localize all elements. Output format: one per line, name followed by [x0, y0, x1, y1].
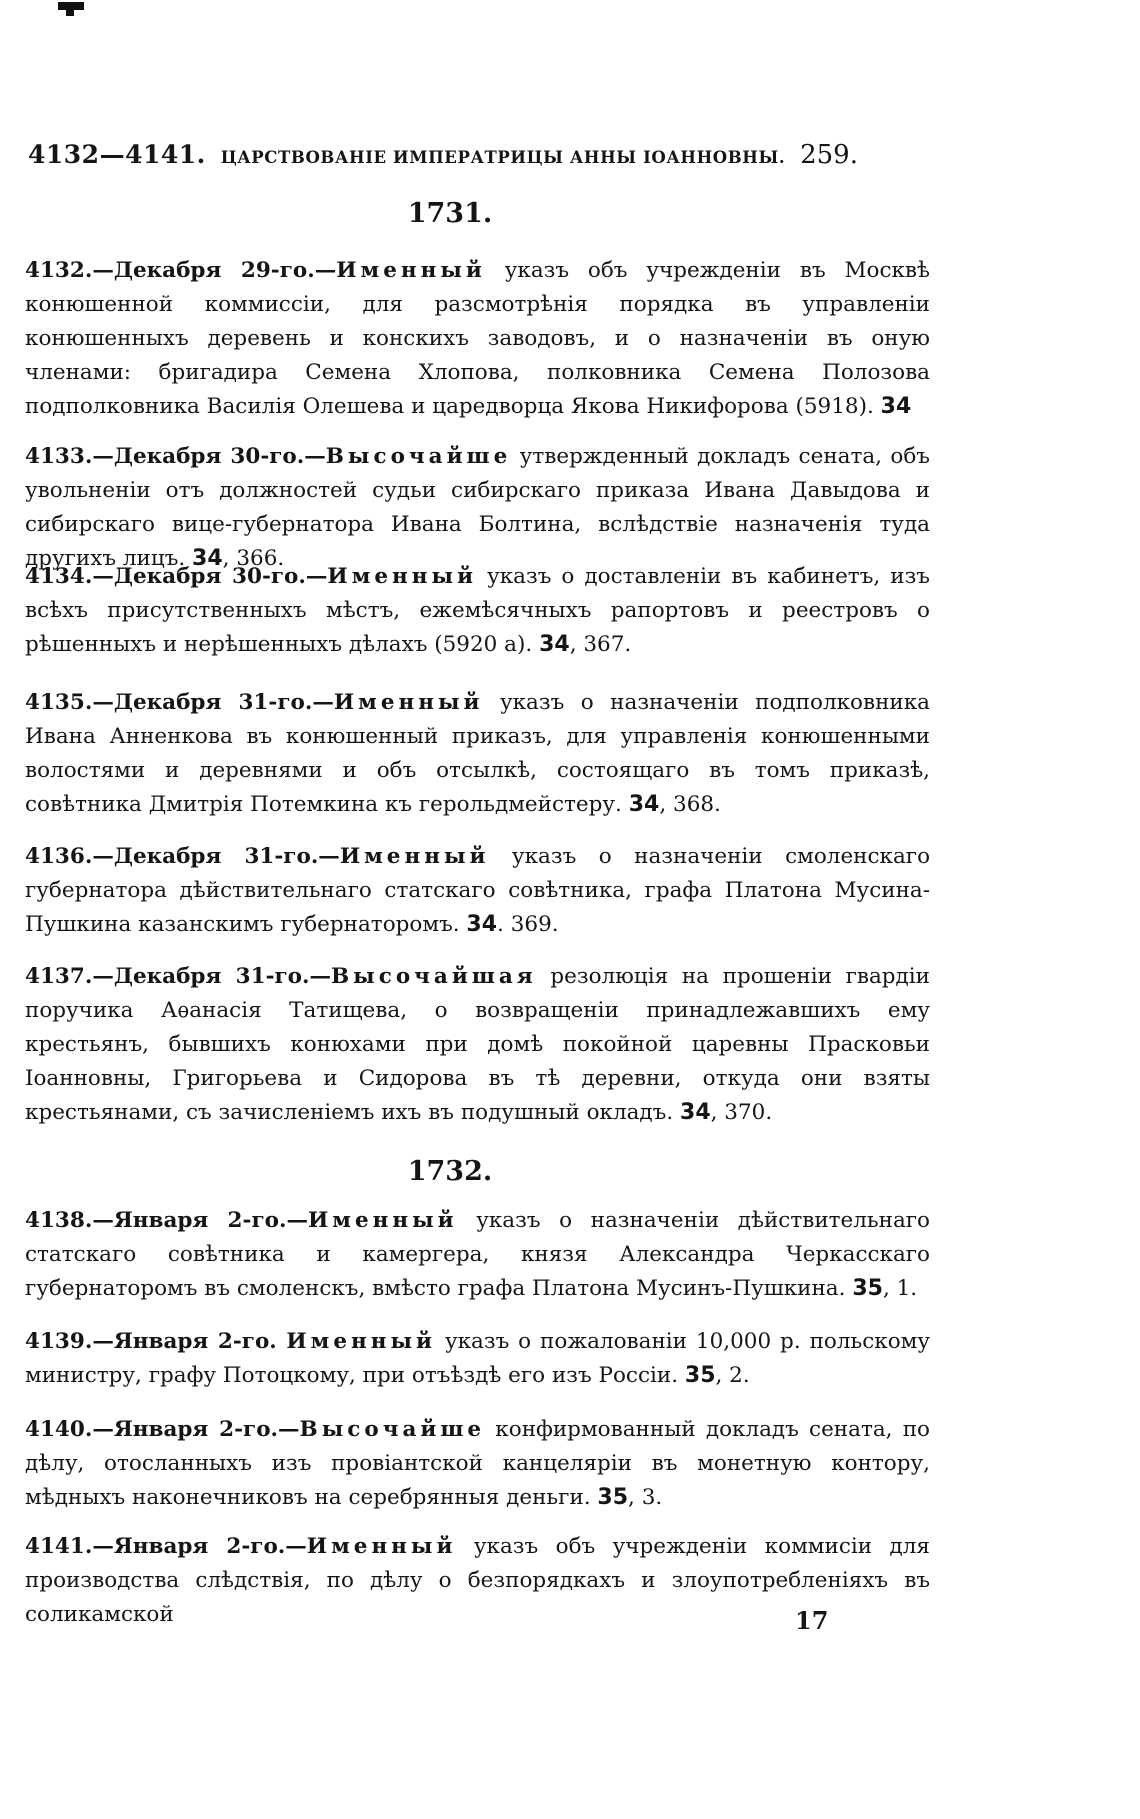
entry-4134: [25, 560, 930, 662]
entry-type: Высочайшая: [331, 964, 537, 989]
entry-4133: [25, 440, 930, 576]
entry-number: 4139.: [25, 1329, 93, 1354]
entry-number: 4134.: [25, 564, 93, 589]
entry-date: —Января 2-го.—: [92, 1208, 308, 1233]
entry-4140: [25, 1413, 930, 1515]
entry-page-ref: , 3.: [628, 1485, 663, 1510]
entry-text: резолюція на прошеніи гвардіи поручика Аѳанасія Татищева, о возвращеніи принадлежавшихъ ему крестьянъ, бывшихъ конюхами при домѣ покойной царевны Прасковьи Іоанновны, Григорьева и Сидорова въ тѣ деревни, откуда они взяты крестьянами, съ зачисленіемъ ихъ въ подушный окладъ.: [25, 964, 930, 1125]
entry-4139: [25, 1325, 930, 1393]
entry-date: —Декабря 31-го.—: [92, 964, 331, 989]
entry-volume: 34: [539, 632, 570, 657]
entry-4136: [25, 840, 930, 942]
entry-text: указъ о назначеніи смоленскаго губернатора дѣйствительнаго статскаго совѣтника, графа Платона Мусина-Пушкина казанскимъ губернаторомъ.: [25, 844, 931, 937]
entry-text: указъ о доставленіи въ кабинетъ, изъ всѣхъ присутственныхъ мѣстъ, ежемѣсячныхъ рапортовъ и реестровъ о рѣшенныхъ и нерѣшенныхъ дѣлахъ (5920 а).: [25, 564, 930, 657]
entry-volume: 34: [192, 546, 223, 571]
entry-volume: 35: [852, 1276, 883, 1301]
entry-page-ref: , 368.: [659, 792, 721, 817]
entry-date: —Декабря 30-го.—: [92, 564, 328, 589]
entry-number: 4140.: [25, 1417, 93, 1442]
entry-date: —Декабря 31-го.—: [92, 844, 340, 869]
entry-range: 4132—4141.: [28, 140, 206, 169]
entry-date: —Января 2-го.: [92, 1329, 287, 1354]
entry-number: 4136.: [25, 844, 93, 869]
entry-date: —Декабря 29-го.—: [92, 258, 337, 283]
year-heading-1732: 1732.: [407, 1156, 493, 1187]
entry-volume: 34: [880, 394, 912, 419]
entry-type: Именный: [306, 1534, 457, 1559]
entry-number: 4135.: [25, 690, 93, 715]
entry-page-ref: , 1.: [882, 1276, 918, 1301]
entry-date: —Января 2-го.—: [92, 1534, 307, 1559]
entry-type: Именный: [333, 690, 484, 715]
running-title: ЦАРСТВОВАНІЕ ИМПЕРАТРИЦЫ АННЫ ІОАННОВНЫ.: [220, 148, 786, 167]
entry-type: Именный: [336, 258, 486, 283]
entry-text: указъ объ учрежденіи въ Москвѣ конюшенной коммиссіи, для разсмотрѣнія порядка въ управленіи конюшенныхъ деревень и конскихъ заводовъ, и о назначеніи въ оную членами: бригадира Семена Хлопова, полковника Семена Полозова подполковника Василія Олешева и царедворца Якова Никифорова (5918).: [25, 258, 930, 419]
entry-number: 4141.: [25, 1534, 93, 1559]
entry-volume: 34: [628, 792, 660, 817]
page-header: [28, 140, 858, 170]
entry-number: 4133.: [25, 444, 93, 469]
entry-text: утвержденный докладъ сената, объ увольненіи отъ должностей судьи сибирскаго приказа Ивана Давыдова и сибирскаго вице-губернатора Ивана Болтина, вслѣдствіе назначенія туда другихъ лицъ.: [25, 444, 930, 571]
entry-page-ref: . 369.: [497, 912, 559, 937]
entry-4135: [25, 686, 930, 822]
entry-volume: 34: [466, 912, 498, 937]
entry-volume: 35: [597, 1485, 629, 1510]
entry-text: конфирмованный докладъ сената, по дѣлу, отосланныхъ изъ провіантской канцеляріи въ монетную контору, мѣдныхъ наконечниковъ на серебрянныя деньги.: [25, 1417, 930, 1510]
entry-text: указъ о назначеніи дѣйствительнаго статскаго совѣтника и камергера, князя Александра Черкасскаго губернаторомъ въ смоленскъ, вмѣсто графа Платона Мусинъ-Пушкина.: [25, 1208, 930, 1301]
entry-type: Именный: [307, 1208, 458, 1233]
entry-page-ref: , 367.: [569, 632, 632, 657]
entry-4138: [25, 1204, 930, 1306]
entry-type: Именный: [286, 1329, 437, 1354]
entry-text: указъ о пожалованіи 10,000 р. польскому министру, графу Потоцкому, при отъѣздѣ его изъ Россіи.: [25, 1329, 931, 1388]
page-number: 259.: [800, 140, 858, 170]
entry-number: 4137.: [25, 964, 93, 989]
entry-volume: 34: [680, 1100, 711, 1125]
entry-type: Именный: [327, 564, 478, 589]
ink-mark-top-left-2: [66, 10, 74, 16]
entry-4137: [25, 960, 930, 1130]
entry-type: Высочайше: [325, 444, 512, 469]
signature-mark: 17: [795, 1606, 829, 1635]
entry-text: указъ объ учрежденіи коммисіи для производства слѣдствія, по дѣлу о безпорядкахъ и злоупотребленіяхъ въ соликамской: [25, 1534, 930, 1627]
entry-page-ref: , 366.: [222, 546, 285, 571]
entry-page-ref: , 370.: [710, 1100, 773, 1125]
entry-number: 4132.: [25, 258, 93, 283]
entry-date: —Января 2-го.—: [92, 1417, 300, 1442]
entry-number: 4138.: [25, 1208, 93, 1233]
entry-page-ref: , 2.: [715, 1363, 750, 1388]
entry-volume: 35: [684, 1363, 716, 1388]
entry-date: —Декабря 31-го.—: [92, 690, 334, 715]
ink-mark-top-left: [58, 2, 84, 10]
entry-date: —Декабря 30-го.—: [92, 444, 326, 469]
entry-type: Именный: [339, 844, 490, 869]
entry-type: Высочайше: [299, 1417, 486, 1442]
entry-4132: [25, 254, 930, 424]
entry-text: указъ о назначеніи подполковника Ивана Анненкова въ конюшенный приказъ, для управленія конюшенными волостями и деревнями и объ отсылкѣ, состоящаго въ томъ приказѣ, совѣтника Дмитрія Потемкина къ герольдмейстеру.: [25, 690, 931, 817]
year-heading-1731: 1731.: [407, 198, 493, 229]
